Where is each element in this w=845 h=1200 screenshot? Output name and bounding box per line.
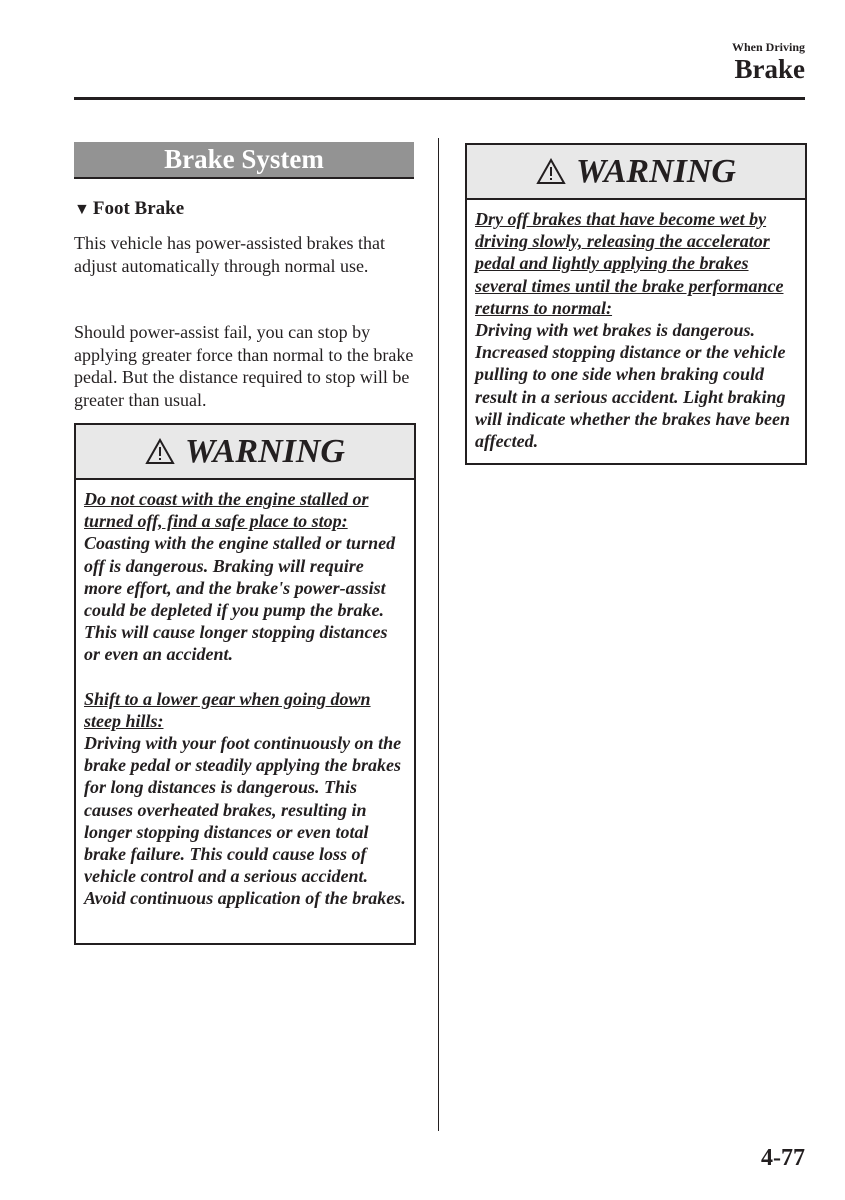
- body-paragraph: Should power-assist fail, you can stop by applying greater force than normal to the brake pedal. But the distance required to stop will be greater than usual.: [74, 322, 414, 410]
- warning-box: [465, 143, 807, 465]
- warning-header: [467, 145, 805, 200]
- warning-lead: Do not coast with the engine stalled or turned off, find a safe place to stop:: [84, 489, 369, 532]
- warning-triangle-icon: [145, 438, 175, 465]
- body-paragraph: This vehicle has power-assisted brakes that adjust automatically through normal use.: [74, 233, 386, 276]
- page-number: 4-77: [761, 1145, 805, 1171]
- warning-box: [74, 423, 416, 945]
- warning-triangle-icon: [536, 158, 566, 185]
- column-divider: [438, 138, 439, 1131]
- header-section-label: When Driving: [731, 40, 805, 54]
- warning-heading: WARNING: [576, 152, 736, 190]
- subheading: [74, 198, 184, 220]
- subheading-text: Foot Brake: [92, 198, 185, 219]
- warning-lead: Dry off brakes that have become wet by driving slowly, releasing the accelerator pedal and lightly applying the brakes several times until the brake performance returns to normal:: [475, 209, 784, 318]
- warning-body: [467, 200, 805, 462]
- subheading-marker: ▼: [74, 201, 90, 218]
- warning-text: Driving with your foot continuously on the brake pedal or steadily applying the brakes for long distances is dangerous. This causes overheated brakes, resulting in longer stopping distances or even total brake failure. This could cause loss of vehicle control and a serious accident. Avoid continuous application of the brakes.: [84, 733, 406, 909]
- warning-text: Driving with wet brakes is dangerous. Increased stopping distance or the vehicle pulling to one side when braking could result in a serious accident. Light braking will indicate whether the brakes have been affected.: [475, 320, 790, 452]
- header-rule: [74, 97, 805, 100]
- section-title-banner: Brake System: [74, 142, 414, 179]
- warning-text: Coasting with the engine stalled or turned off is dangerous. Braking will require more effort, and the brake's power-assist could be depleted if you pump the brake. This will cause longer stopping distances or even an accident.: [84, 533, 396, 665]
- warning-lead: Shift to a lower gear when going down steep hills:: [84, 688, 371, 731]
- warning-header: [76, 425, 414, 480]
- warning-body: [76, 480, 414, 920]
- warning-heading: WARNING: [185, 432, 345, 470]
- page-title: Brake: [734, 54, 805, 84]
